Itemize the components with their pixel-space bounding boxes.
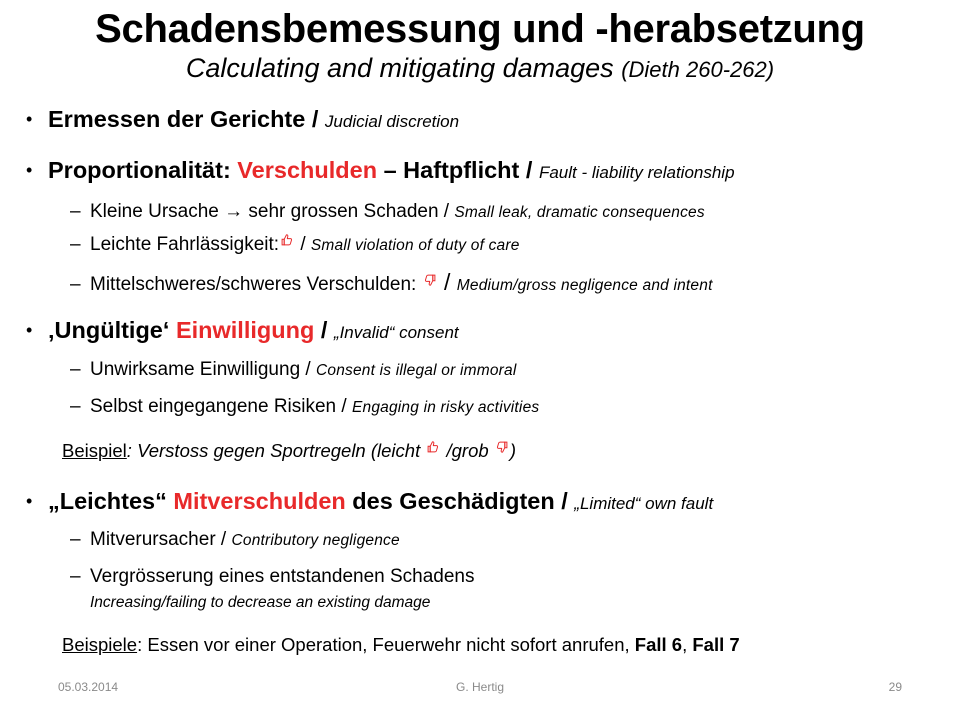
subitem-de-text: Leichte Fahrlässigkeit: xyxy=(90,234,280,255)
subitem-assumed-risks xyxy=(70,394,539,421)
subitem-en-text: Engaging in risky activities xyxy=(351,399,540,416)
subitem-en-text: Small violation of duty of care xyxy=(310,237,520,254)
bullet-de-suffix: – Haftpflicht xyxy=(377,157,520,183)
thumbs-down-icon xyxy=(423,273,437,287)
subtitle-main: Calculating and mitigating damages xyxy=(185,53,614,83)
bullet-de-highlight: Verschulden xyxy=(237,157,378,183)
separator: / xyxy=(300,359,316,380)
subtitle-citation: (Dieth 260-262) xyxy=(621,57,775,82)
separator: / xyxy=(314,317,334,343)
bullet-icon: • xyxy=(26,320,33,340)
subitem-en-text: Consent is illegal or immoral xyxy=(315,362,517,379)
subitem-en-text: Small leak, dramatic consequences xyxy=(454,204,705,221)
case-link-fall-6: Fall 6 xyxy=(634,634,683,655)
subitem-gross-negligence xyxy=(70,269,713,299)
thumbs-up-icon xyxy=(280,233,294,247)
example-sports-rules xyxy=(62,438,516,464)
bullet-en-text: „Invalid“ consent xyxy=(333,323,459,342)
thumbs-up-icon xyxy=(426,440,440,454)
separator: / xyxy=(437,269,457,295)
bullet-icon: • xyxy=(26,160,33,180)
footer-author: G. Hertig xyxy=(455,680,504,694)
separator: / xyxy=(295,234,311,255)
separator: / xyxy=(215,529,232,550)
separator: / xyxy=(305,106,325,132)
example-cases xyxy=(62,632,740,658)
example-text: : Verstoss gegen Sportregeln (leicht xyxy=(126,440,426,461)
subitem-en-text-2: Increasing/failing to decrease an existing damage xyxy=(90,594,431,611)
bullet-de-text: Ermessen der Gerichte xyxy=(48,106,306,132)
page-title: Schadensbemessung und -herabsetzung xyxy=(95,7,865,51)
thumbs-down-icon xyxy=(495,440,509,454)
dash: – xyxy=(70,529,81,550)
example-label: Beispiel xyxy=(62,440,127,461)
example-label: Beispiele xyxy=(62,634,138,655)
dash: – xyxy=(70,234,81,255)
dash: – xyxy=(70,396,81,417)
dash: – xyxy=(70,274,81,295)
bullet-icon: • xyxy=(26,491,33,511)
bullet-icon: • xyxy=(26,109,33,129)
dash: – xyxy=(70,566,81,587)
subitem-small-cause xyxy=(70,199,705,226)
bullet-judicial-discretion xyxy=(26,104,460,137)
subitem-void-consent xyxy=(70,357,516,384)
separator: / xyxy=(519,157,539,183)
subitem-de-text: Unwirksame Einwilligung xyxy=(90,359,301,380)
bullet-en-text: Judicial discretion xyxy=(324,112,460,131)
subitem-de-text: Kleine Ursache → sehr grossen Schaden xyxy=(90,201,439,222)
subitem-de-text: Mitverursacher xyxy=(90,529,216,550)
dash: – xyxy=(70,359,81,380)
subitem-slight-negligence xyxy=(70,232,520,259)
bullet-proportionality xyxy=(26,155,735,188)
subitem-de-text: Vergrösserung eines entstandenen Schadens xyxy=(90,566,475,587)
subitem-en-text: Contributory negligence xyxy=(231,532,400,549)
case-link-fall-7: Fall 7 xyxy=(692,634,740,655)
bullet-invalid-consent xyxy=(26,315,459,348)
bullet-de-prefix: Proportionalität: xyxy=(48,157,238,183)
bullet-de-highlight: Einwilligung xyxy=(175,317,315,343)
dash: – xyxy=(70,201,81,222)
subitem-de-text: Selbst eingegangene Risiken xyxy=(90,396,337,417)
page-subtitle xyxy=(0,52,960,86)
example-text-2: /grob xyxy=(441,440,494,461)
example-comma: , xyxy=(682,634,693,655)
bullet-de-prefix: „Leichtes“ xyxy=(48,488,174,514)
bullet-en-text: „Limited“ own fault xyxy=(574,494,714,513)
bullet-contributory-fault xyxy=(26,486,714,519)
example-text-3: ) xyxy=(509,440,516,461)
subitem-increasing-damage xyxy=(70,564,475,590)
subitem-de-text: Mittelschweres/schweres Verschulden: xyxy=(90,274,422,295)
subitem-en-text: Medium/gross negligence and intent xyxy=(456,277,713,294)
separator: / xyxy=(336,396,352,417)
subitem-co-causer xyxy=(70,527,400,554)
bullet-de-prefix: ‚Ungültige‘ xyxy=(48,317,176,343)
bullet-de-highlight: Mitverschulden xyxy=(173,488,346,514)
bullet-en-text: Fault - liability relationship xyxy=(538,163,735,182)
separator: / xyxy=(438,201,455,222)
bullet-de-suffix: des Geschädigten xyxy=(345,488,555,514)
separator: / xyxy=(554,488,575,514)
example-text: : Essen vor einer Operation, Feuerwehr nicht sofort anrufen, xyxy=(137,634,635,655)
footer-page-number: 29 xyxy=(888,680,902,694)
footer-date: 05.03.2014 xyxy=(58,680,119,694)
